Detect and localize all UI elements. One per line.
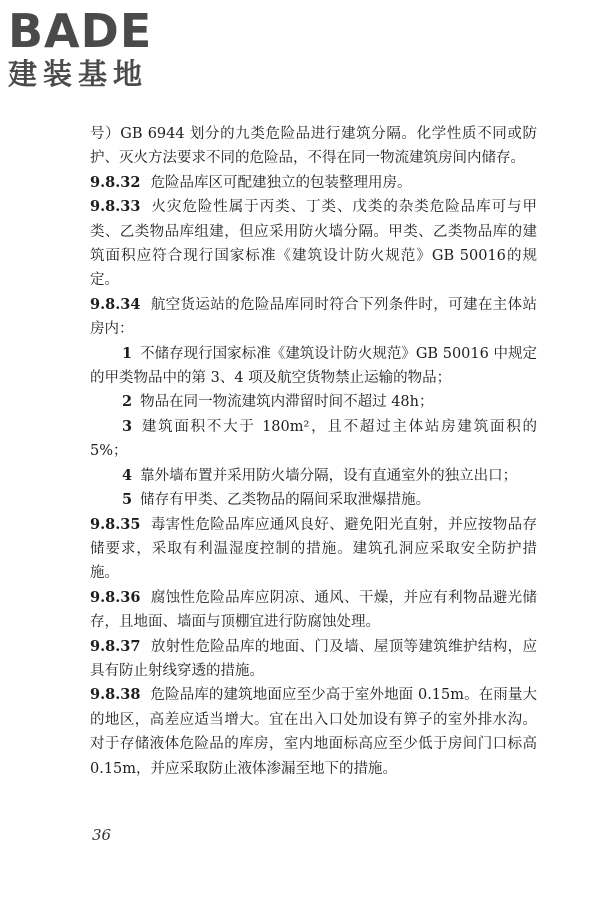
item-number: 3 bbox=[122, 417, 133, 435]
list-item-4 bbox=[90, 464, 537, 488]
page-number: 36 bbox=[92, 826, 112, 844]
list-item-2 bbox=[90, 390, 537, 414]
clause-text: 危险品库区可配建独立的包装整理用房。 bbox=[150, 174, 412, 191]
clause-text: 放射性危险品库的地面、门及墙、屋顶等建筑维护结构，应具有防止射线穿透的措施。 bbox=[90, 638, 537, 679]
clause-9-8-38 bbox=[90, 683, 537, 781]
clause-number: 9.8.36 bbox=[90, 588, 141, 606]
clause-9-8-32 bbox=[90, 171, 537, 195]
clause-9-8-34 bbox=[90, 293, 537, 342]
document-body bbox=[90, 122, 537, 781]
logo bbox=[8, 6, 188, 90]
clause-9-8-37 bbox=[90, 635, 537, 684]
item-number: 1 bbox=[122, 344, 133, 362]
clause-9-8-33 bbox=[90, 195, 537, 293]
item-text: 不储存现行国家标准《建筑设计防火规范》GB 50016 中规定的甲类物品中的第 3、4 项及航空货物禁止运输的物品； bbox=[90, 345, 537, 387]
item-number: 4 bbox=[122, 466, 133, 484]
item-text: 储存有甲类、乙类物品的隔间采取泄爆措施。 bbox=[140, 492, 431, 509]
item-text: 建筑面积不大于 180m²，且不超过主体站房建筑面积的 5%； bbox=[90, 418, 537, 460]
logo-latin-text: BADE bbox=[8, 4, 153, 58]
item-number: 2 bbox=[122, 393, 133, 411]
clause-9-8-36 bbox=[90, 586, 537, 635]
clause-number: 9.8.32 bbox=[90, 173, 141, 191]
clause-text: 火灾危险性属于丙类、丁类、戊类的杂类危险品库可与甲类、乙类物品库组建，但应采用防火墙分隔。甲类、乙类物品库的建筑面积应符合现行国家标准《建筑设计防火规范》GB 50016的规定。 bbox=[90, 199, 537, 289]
clause-9-8-35 bbox=[90, 513, 537, 586]
clause-text: 腐蚀性危险品库应阴凉、通风、干燥，并应有利物品避光储存，且地面、墙面与顶棚宜进行防腐蚀处理。 bbox=[90, 589, 537, 631]
logo-chinese-text: 建装基地 bbox=[8, 57, 149, 91]
list-item-3 bbox=[90, 415, 537, 464]
clause-number: 9.8.34 bbox=[90, 295, 141, 313]
item-text: 物品在同一物流建筑内滞留时间不超过 48h； bbox=[140, 394, 434, 411]
item-text: 靠外墙布置并采用防火墙分隔，设有直通室外的独立出口； bbox=[140, 467, 518, 484]
clause-text: 航空货运站的危险品库同时符合下列条件时，可建在主体站房内： bbox=[90, 296, 537, 338]
clause-text: 毒害性危险品库应通风良好、避免阳光直射，并应按物品存储要求，采取有利温湿度控制的措施。建筑孔洞应采取安全防护措施。 bbox=[90, 516, 537, 582]
clause-number: 9.8.35 bbox=[90, 515, 141, 533]
list-item-1 bbox=[90, 342, 537, 391]
clause-number: 9.8.37 bbox=[90, 637, 141, 655]
paragraph-continued bbox=[90, 122, 537, 171]
clause-number: 9.8.33 bbox=[90, 198, 141, 216]
clause-text: 危险品库的建筑地面应至少高于室外地面 0.15m。在雨量大的地区，高差应适当增大。宜在出入口处加设有箅子的室外排水沟。对于存储液体危险品的库房，室内地面标高应至少低于房间门口标高 0.15m，并应采取防止液体渗漏至地下的措施。 bbox=[90, 687, 537, 777]
paragraph-text: 号）GB 6944 划分的九类危险品进行建筑分隔。化学性质不同或防护、灭火方法要求不同的危险品，不得在同一物流建筑房间内储存。 bbox=[90, 126, 537, 167]
clause-number: 9.8.38 bbox=[90, 686, 141, 704]
item-number: 5 bbox=[122, 491, 133, 509]
list-item-5 bbox=[90, 488, 537, 512]
